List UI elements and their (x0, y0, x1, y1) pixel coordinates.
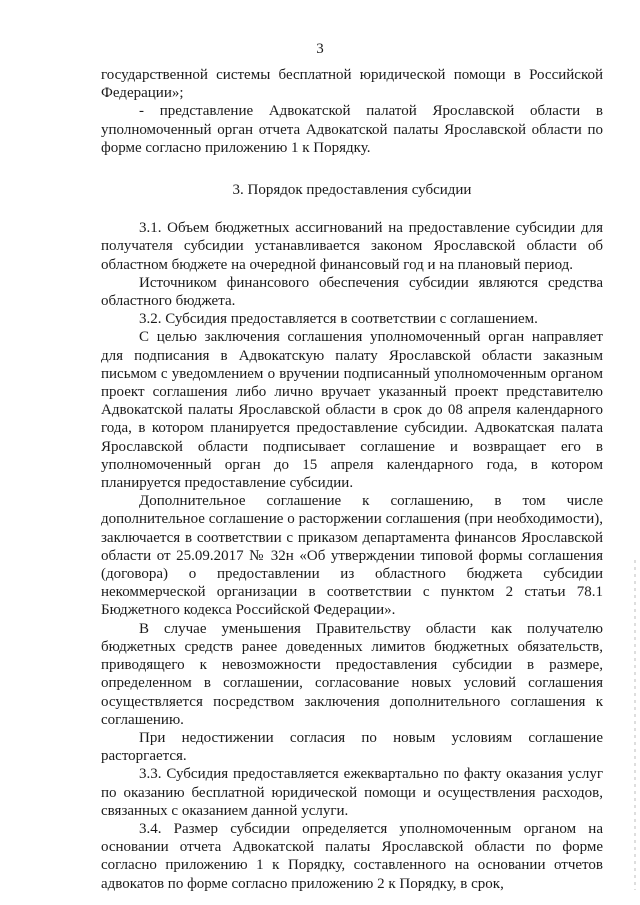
paragraph-agreement-procedure: С целью заключения соглашения уполномоченный орган направляет для подписания в Адвокатскую палату Ярославской области заказным письмом с уведомлением о вручении подписанный уполномоченным органом проект соглашения либо лично вручает указанный проект представителю Адвокатской палаты Ярославской области в срок до 08 апреля календарного года, в котором планируется предоставление субсидии. Адвокатская палата Ярославской области подписывает соглашение и возвращает его в уполномоченный орган до 15 апреля календарного года, в котором планируется предоставление субсидии. (101, 329, 603, 492)
paragraph-3-4: 3.4. Размер субсидии определяется уполномоченным органом на основании отчета Адвокатской палаты Ярославской области по форме согласно приложению 1 к Порядку, составленного на основании отчетов адвокатов по форме согласно приложению 2 к Порядку, в срок, (101, 820, 603, 892)
paragraph-continuation: государственной системы бесплатной юридической помощи в Российской Федерации»; (101, 67, 603, 102)
paragraph-3-1: 3.1. Объем бюджетных ассигнований на предоставление субсидии для получателя субсидии устанавливается законом Ярославской области об областном бюджете на очередной финансовый год и на плановый период. (101, 220, 603, 273)
paragraph-budget-reduction: В случае уменьшения Правительству области как получателю бюджетных средств ранее доведенных лимитов бюджетных обязательств, приводящего к невозможности предоставления субсидии в размере, определенном в соглашении, согласование новых условий соглашения осуществляется посредством заключения дополнительного соглашения к соглашению. (101, 620, 603, 728)
paragraph-additional-agreement: Дополнительное соглашение к соглашению, в том числе дополнительное соглашение о расторжении соглашения (при необходимости), заключается в соответствии с приказом департамента финансов Ярославской области от 25.09.2017 № 32н «Об утверждении типовой формы соглашения (договора) о предоставлении из областного бюджета субсидии некоммерческой организации в соответствии с пунктом 2 статьи 78.1 Бюджетного кодекса Российской Федерации». (101, 493, 603, 619)
paragraph-list-item: - представление Адвокатской палатой Ярославской области в уполномоченный орган отчета Адвокатской палаты Ярославской области по форме согласно приложению 1 к Порядку. (101, 103, 603, 156)
scan-edge-artifact (634, 560, 636, 890)
section-heading: 3. Порядок предоставления субсидии (232, 182, 472, 199)
paragraph-termination: При недостижении согласия по новым условиям соглашение расторгается. (101, 729, 603, 765)
document-body (101, 66, 603, 893)
page-number: 3 (316, 41, 324, 57)
paragraph-3-3: 3.3. Субсидия предоставляется ежеквартально по факту оказания услуг по оказанию бесплатной юридической помощи и осуществления расходов, связанных с оказанием данной услуги. (101, 766, 603, 819)
paragraph-3-2: 3.2. Субсидия предоставляется в соответствии с соглашением. (139, 311, 538, 328)
paragraph-funding-source: Источником финансового обеспечения субсидии являются средства областного бюджета. (101, 274, 603, 310)
